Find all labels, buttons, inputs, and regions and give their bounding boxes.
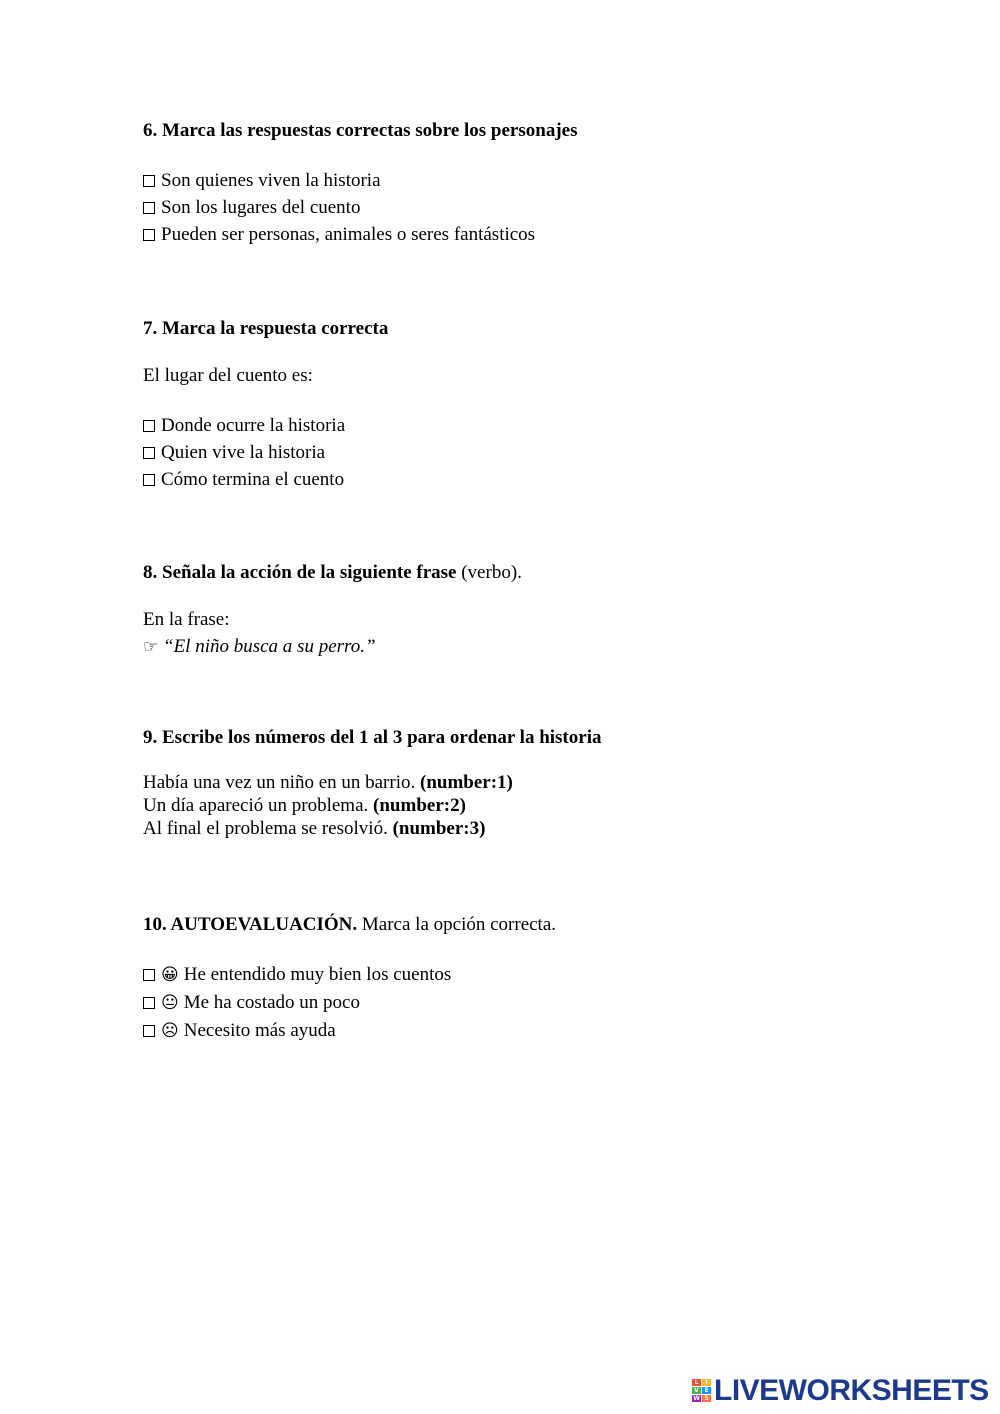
q7-option-3[interactable]: Cómo termina el cuento bbox=[143, 466, 903, 493]
question-7 bbox=[143, 315, 903, 493]
logo-mark-cell: S bbox=[702, 1395, 711, 1402]
q9-line-2: Un día apareció un problema. (number:2) bbox=[143, 795, 466, 816]
question-6 bbox=[143, 117, 903, 248]
checkbox-icon[interactable] bbox=[143, 969, 155, 981]
question-10 bbox=[143, 911, 903, 1045]
frowning-face-icon: ☹ bbox=[161, 1021, 179, 1041]
q7-option-2[interactable]: Quien vive la historia bbox=[143, 439, 903, 466]
q8-prompt: En la frase: bbox=[143, 609, 230, 630]
q10-option-3[interactable]: ☹ Necesito más ayuda bbox=[143, 1017, 903, 1045]
neutral-face-icon: 😐 bbox=[161, 993, 179, 1013]
question-6-title: 6. Marca las respuestas correctas sobre los personajes bbox=[143, 120, 578, 141]
logo-text: LIVEWORKSHEETS bbox=[714, 1373, 989, 1407]
q7-prompt: El lugar del cuento es: bbox=[143, 365, 313, 386]
question-8 bbox=[143, 559, 903, 661]
q10-option-1[interactable]: 😀 He entendido muy bien los cuentos bbox=[143, 961, 903, 989]
checkbox-icon[interactable] bbox=[143, 175, 155, 187]
q6-option-1[interactable]: Son quienes viven la historia bbox=[143, 167, 903, 194]
question-10-title: 10. AUTOEVALUACIÓN. Marca la opción correcta. bbox=[143, 914, 557, 935]
answer-field[interactable]: (number:1) bbox=[420, 772, 513, 793]
logo-mark-cell: V bbox=[692, 1387, 701, 1394]
q6-option-3[interactable]: Pueden ser personas, animales o seres fantásticos bbox=[143, 221, 903, 248]
q8-sentence: ☞ “El niño busca a su perro.” bbox=[143, 636, 376, 657]
checkbox-icon[interactable] bbox=[143, 997, 155, 1009]
question-9-title: 9. Escribe los números del 1 al 3 para ordenar la historia bbox=[143, 727, 602, 748]
checkbox-icon[interactable] bbox=[143, 229, 155, 241]
logo-mark-cell: L bbox=[692, 1379, 701, 1386]
checkbox-icon[interactable] bbox=[143, 474, 155, 486]
answer-field[interactable]: (number:3) bbox=[392, 818, 486, 839]
checkbox-icon[interactable] bbox=[143, 447, 155, 459]
q10-option-2[interactable]: 😐 Me ha costado un poco bbox=[143, 989, 903, 1017]
liveworksheets-logo bbox=[692, 1374, 989, 1406]
logo-mark-cell: E bbox=[702, 1387, 711, 1394]
q6-option-2[interactable]: Son los lugares del cuento bbox=[143, 194, 903, 221]
q9-line-1: Había una vez un niño en un barrio. (number:1) bbox=[143, 772, 513, 793]
q9-line-3: Al final el problema se resolvió. (number:3) bbox=[143, 818, 486, 839]
question-8-title: 8. Señala la acción de la siguiente frase (verbo). bbox=[143, 562, 522, 583]
checkbox-icon[interactable] bbox=[143, 420, 155, 432]
question-7-title: 7. Marca la respuesta correcta bbox=[143, 318, 389, 339]
logo-mark-icon bbox=[692, 1379, 711, 1402]
logo-mark-cell: I bbox=[702, 1379, 711, 1386]
logo-mark-cell: W bbox=[693, 1394, 700, 1402]
checkbox-icon[interactable] bbox=[143, 202, 155, 214]
checkbox-icon[interactable] bbox=[143, 1025, 155, 1037]
answer-field[interactable]: (number:2) bbox=[373, 795, 466, 816]
pointing-hand-icon: ☞ bbox=[143, 637, 159, 657]
grinning-face-icon: 😀 bbox=[161, 965, 179, 985]
q7-option-1[interactable]: Donde ocurre la historia bbox=[143, 412, 903, 439]
question-9 bbox=[143, 726, 903, 840]
